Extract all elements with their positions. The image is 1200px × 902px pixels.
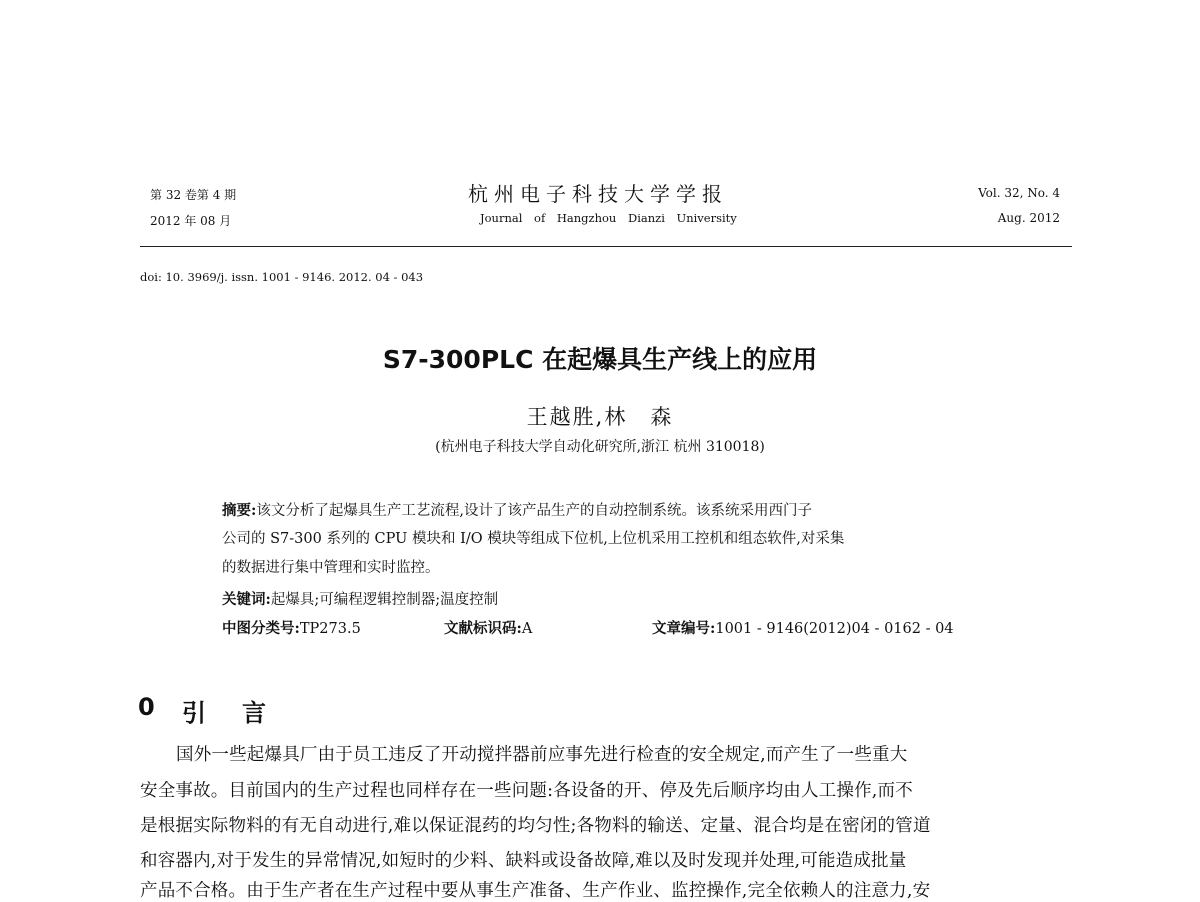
authors: 王越胜,林 森	[526, 405, 674, 429]
body-line-5: 产品不合格。由于生产者在生产过程中要从事生产准备、生产作业、监控操作,完全依赖人的注意力,安	[140, 881, 931, 901]
volume-issue-en: Vol. 32, No. 4	[978, 186, 1060, 200]
date-cn: 2012 年 08 月	[150, 214, 232, 228]
abstract-line-2: 公司的 S7-300 系列的 CPU 模块和 I/O 模块等组成下位机,上位机采用工控机和组态软件,对采集	[222, 531, 845, 547]
doc-code-label: 文献标识码:	[444, 620, 522, 637]
abstract-line-1	[222, 496, 812, 526]
keywords: 起爆具;可编程逻辑控制器;温度控制	[270, 592, 499, 608]
clc-line	[222, 614, 361, 644]
keywords-label: 关键词:	[222, 591, 271, 608]
abstract-label: 摘要:	[222, 502, 257, 519]
journal-title-cn: 杭州电子科技大学学报	[468, 182, 728, 206]
body-line-1: 国外一些起爆具厂由于员工违反了开动搅拌器前应事先进行检查的安全规定,而产生了一些重大	[176, 745, 908, 765]
affiliation: (杭州电子科技大学自动化研究所,浙江 杭州 310018)	[435, 439, 765, 455]
abstract-line-3: 的数据进行集中管理和实时监控。	[222, 560, 440, 576]
section-number: 0	[138, 693, 155, 721]
clc-value: TP273.5	[299, 621, 361, 637]
clc-label: 中图分类号:	[222, 620, 300, 637]
body-line-2: 安全事故。目前国内的生产过程也同样存在一些问题:各设备的开、停及先后顺序均由人工操作,而不	[140, 781, 913, 801]
article-number-line	[652, 614, 954, 644]
doi: doi: 10. 3969/j. issn. 1001 - 9146. 2012. 04 - 043	[140, 270, 424, 284]
body-line-3: 是根据实际物料的有无自动进行,难以保证混药的均匀性;各物料的输送、定量、混合均是在密闭的管道	[140, 816, 931, 836]
abstract-text: 该文分析了起爆具生产工艺流程,设计了该产品生产的自动控制系统。该系统采用西门子	[256, 503, 812, 519]
date-en: Aug. 2012	[997, 211, 1060, 225]
paper-title: S7-300PLC 在起爆具生产线上的应用	[382, 345, 818, 374]
article-number-label: 文章编号:	[652, 620, 716, 637]
header-rule	[140, 246, 1072, 247]
journal-title-en: Journal of Hangzhou Dianzi University	[480, 211, 737, 225]
section-title: 引 言	[182, 699, 272, 727]
volume-issue-cn: 第 32 卷第 4 期	[150, 188, 237, 202]
article-number-value: 1001 - 9146(2012)04 - 0162 - 04	[715, 621, 954, 637]
doc-code-value: A	[521, 621, 533, 637]
doc-code-line	[444, 614, 532, 644]
keywords-line	[222, 585, 498, 615]
body-line-4: 和容器内,对于发生的异常情况,如短时的少料、缺料或设备故障,难以及时发现并处理,可能造成批量	[140, 851, 907, 871]
